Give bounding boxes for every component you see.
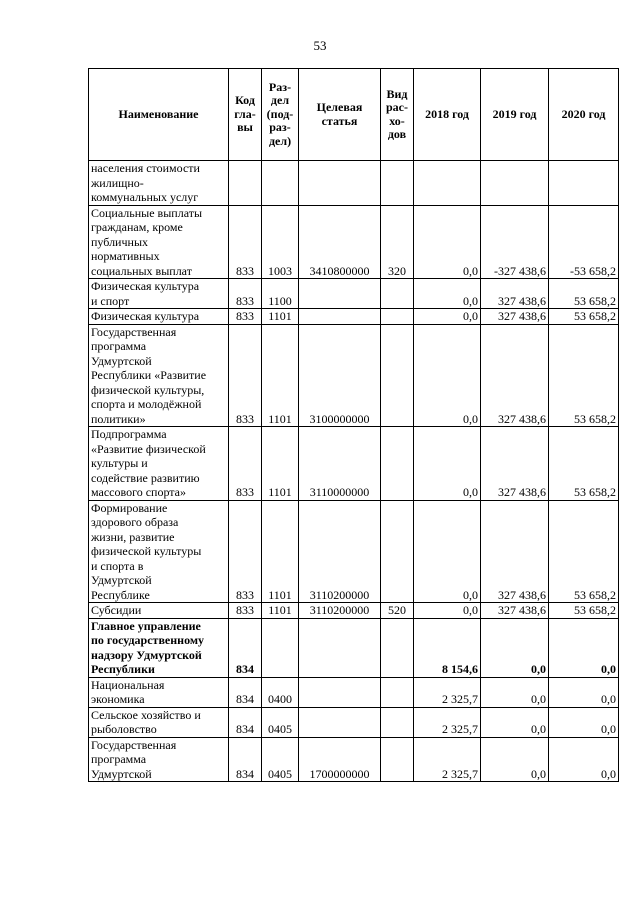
- header-2018: 2018 год: [414, 69, 481, 161]
- table-row: [89, 500, 619, 603]
- row-2019-cell: 327 438,6: [481, 500, 549, 603]
- row-chapter-code-cell: 833: [229, 205, 262, 279]
- row-2018-cell: 0,0: [414, 427, 481, 501]
- row-expense-type-cell: [381, 161, 414, 206]
- row-chapter-code-cell: 834: [229, 707, 262, 737]
- row-section-cell: 1100: [262, 279, 299, 309]
- row-name-cell: населения стоимости жилищно- коммунальных услуг: [89, 161, 229, 206]
- row-name-cell: Физическая культура: [89, 309, 229, 325]
- table-row: [89, 205, 619, 279]
- row-target-cell: [299, 677, 381, 707]
- table-row: [89, 737, 619, 782]
- row-2019-cell: 327 438,6: [481, 279, 549, 309]
- table-row: [89, 707, 619, 737]
- row-2019-cell: 0,0: [481, 737, 549, 782]
- table-row: [89, 324, 619, 427]
- header-expense-type: Вид рас- хо- дов: [381, 69, 414, 161]
- row-2018-cell: 2 325,7: [414, 677, 481, 707]
- row-2018-cell: 0,0: [414, 324, 481, 427]
- header-2019: 2019 год: [481, 69, 549, 161]
- row-expense-type-cell: 520: [381, 603, 414, 619]
- row-2019-cell: [481, 161, 549, 206]
- row-2018-cell: 2 325,7: [414, 707, 481, 737]
- page-number: 53: [313, 38, 327, 53]
- row-target-cell: 1700000000: [299, 737, 381, 782]
- row-2018-cell: 8 154,6: [414, 618, 481, 677]
- table-row: [89, 677, 619, 707]
- row-expense-type-cell: 320: [381, 205, 414, 279]
- row-2020-cell: 0,0: [549, 618, 619, 677]
- header-name: Наименование: [89, 69, 229, 161]
- row-2018-cell: 0,0: [414, 205, 481, 279]
- row-expense-type-cell: [381, 324, 414, 427]
- row-2019-cell: 327 438,6: [481, 324, 549, 427]
- row-2018-cell: 0,0: [414, 309, 481, 325]
- row-2018-cell: 0,0: [414, 500, 481, 603]
- table-row: [89, 161, 619, 206]
- row-expense-type-cell: [381, 500, 414, 603]
- row-section-cell: 1003: [262, 205, 299, 279]
- row-2019-cell: 0,0: [481, 677, 549, 707]
- row-2020-cell: 53 658,2: [549, 309, 619, 325]
- row-2020-cell: [549, 161, 619, 206]
- row-expense-type-cell: [381, 309, 414, 325]
- row-section-cell: 1101: [262, 500, 299, 603]
- row-2019-cell: 0,0: [481, 707, 549, 737]
- row-2019-cell: 0,0: [481, 618, 549, 677]
- row-chapter-code-cell: 834: [229, 618, 262, 677]
- row-name-cell: Государственная программа Удмуртской: [89, 737, 229, 782]
- row-2020-cell: 53 658,2: [549, 500, 619, 603]
- table-row: [89, 427, 619, 501]
- row-section-cell: 1101: [262, 427, 299, 501]
- row-section-cell: 1101: [262, 309, 299, 325]
- row-2020-cell: 53 658,2: [549, 603, 619, 619]
- row-2020-cell: 0,0: [549, 677, 619, 707]
- row-section-cell: 0400: [262, 677, 299, 707]
- row-chapter-code-cell: 833: [229, 427, 262, 501]
- header-target: Целевая статья: [299, 69, 381, 161]
- row-chapter-code-cell: 833: [229, 279, 262, 309]
- row-section-cell: 1101: [262, 324, 299, 427]
- row-2020-cell: -53 658,2: [549, 205, 619, 279]
- row-name-cell: Субсидии: [89, 603, 229, 619]
- row-target-cell: [299, 279, 381, 309]
- header-row: [89, 69, 619, 161]
- row-section-cell: [262, 618, 299, 677]
- table-row: [89, 279, 619, 309]
- row-chapter-code-cell: 833: [229, 500, 262, 603]
- row-chapter-code-cell: 833: [229, 603, 262, 619]
- row-target-cell: 3410800000: [299, 205, 381, 279]
- row-section-cell: 1101: [262, 603, 299, 619]
- row-target-cell: 3110200000: [299, 603, 381, 619]
- row-2020-cell: 0,0: [549, 737, 619, 782]
- header-section: Раз- дел (под- раз- дел): [262, 69, 299, 161]
- row-section-cell: [262, 161, 299, 206]
- row-chapter-code-cell: 834: [229, 677, 262, 707]
- header-2020: 2020 год: [549, 69, 619, 161]
- row-chapter-code-cell: 833: [229, 309, 262, 325]
- row-target-cell: [299, 309, 381, 325]
- row-name-cell: Социальные выплаты гражданам, кроме публичных нормативных социальных выплат: [89, 205, 229, 279]
- budget-table: [88, 68, 619, 782]
- table-row: [89, 603, 619, 619]
- row-expense-type-cell: [381, 737, 414, 782]
- header-chapter-code: Код гла- вы: [229, 69, 262, 161]
- row-2019-cell: -327 438,6: [481, 205, 549, 279]
- row-2018-cell: 2 325,7: [414, 737, 481, 782]
- row-2020-cell: 53 658,2: [549, 427, 619, 501]
- row-name-cell: Формирование здорового образа жизни, развитие физической культуры и спорта в Удмуртской Республике: [89, 500, 229, 603]
- row-2018-cell: 0,0: [414, 279, 481, 309]
- row-2019-cell: 327 438,6: [481, 603, 549, 619]
- row-section-cell: 0405: [262, 707, 299, 737]
- row-section-cell: 0405: [262, 737, 299, 782]
- row-target-cell: [299, 707, 381, 737]
- row-chapter-code-cell: 833: [229, 324, 262, 427]
- row-expense-type-cell: [381, 279, 414, 309]
- row-name-cell: Государственная программа Удмуртской Республики «Развитие физической культуры, спорта и молодёжной политики»: [89, 324, 229, 427]
- row-expense-type-cell: [381, 707, 414, 737]
- row-2018-cell: 0,0: [414, 603, 481, 619]
- row-target-cell: [299, 618, 381, 677]
- row-name-cell: Национальная экономика: [89, 677, 229, 707]
- row-2019-cell: 327 438,6: [481, 309, 549, 325]
- row-expense-type-cell: [381, 677, 414, 707]
- row-chapter-code-cell: [229, 161, 262, 206]
- row-name-cell: Подпрограмма «Развитие физической культуры и содействие развитию массового спорта»: [89, 427, 229, 501]
- row-name-cell: Сельское хозяйство и рыболовство: [89, 707, 229, 737]
- row-2020-cell: 53 658,2: [549, 279, 619, 309]
- row-name-cell: Физическая культура и спорт: [89, 279, 229, 309]
- row-name-cell: Главное управление по государственному надзору Удмуртской Республики: [89, 618, 229, 677]
- table-row: [89, 618, 619, 677]
- row-target-cell: 3110200000: [299, 500, 381, 603]
- row-2019-cell: 327 438,6: [481, 427, 549, 501]
- row-expense-type-cell: [381, 618, 414, 677]
- row-expense-type-cell: [381, 427, 414, 501]
- row-2020-cell: 53 658,2: [549, 324, 619, 427]
- row-2018-cell: [414, 161, 481, 206]
- row-2020-cell: 0,0: [549, 707, 619, 737]
- row-target-cell: 3100000000: [299, 324, 381, 427]
- table-row: [89, 309, 619, 325]
- row-chapter-code-cell: 834: [229, 737, 262, 782]
- row-target-cell: [299, 161, 381, 206]
- row-target-cell: 3110000000: [299, 427, 381, 501]
